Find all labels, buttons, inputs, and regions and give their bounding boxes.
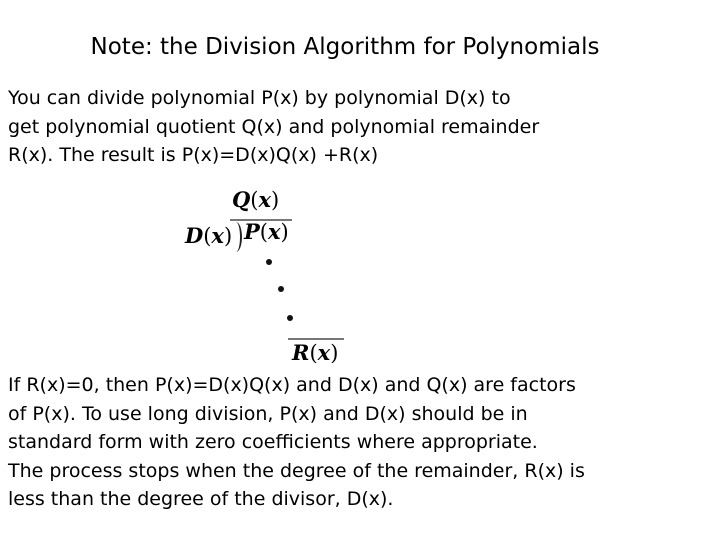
outro-line: less than the degree of the divisor, D(x). [8,488,394,510]
slide-title: Note: the Division Algorithm for Polynomials [90,34,600,60]
intro-paragraph [8,84,712,170]
ellipsis-dot [287,315,293,321]
long-division-diagram [170,184,370,374]
ellipsis-dot [278,286,284,292]
intro-line: You can divide polynomial P(x) by polynomial D(x) to [8,87,511,109]
remainder-label: R(x) [292,340,339,365]
factor-note-paragraph [8,371,712,514]
ellipsis-dot [266,259,272,265]
dividend-label: P(x) [244,219,289,244]
outro-line: of P(x). To use long division, P(x) and D(x) should be in [8,402,528,425]
outro-line: The process stops when the degree of the remainder, R(x) is [8,459,585,482]
outro-line: standard form with zero coefficients where appropriate. [8,431,538,453]
quotient-label: Q(x) [232,187,280,212]
intro-line: R(x). The result is P(x)=D(x)Q(x) +R(x) [8,144,379,166]
divisor-label: D(x) [185,223,233,248]
intro-line: get polynomial quotient Q(x) and polynomial remainder [8,115,540,138]
outro-line: If R(x)=0, then P(x)=D(x)Q(x) and D(x) and Q(x) are factors [8,374,576,396]
